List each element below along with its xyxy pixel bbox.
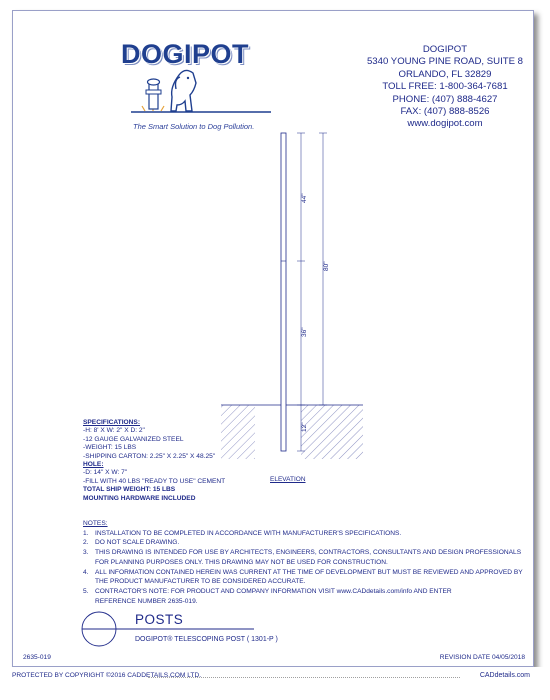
copyright-text: PROTECTED BY COPYRIGHT ©2016 CADDETAILS.COM LTD. [12, 672, 202, 679]
hole-heading: HOLE: [83, 461, 104, 469]
spec-heading: SPECIFICATIONS: [83, 419, 141, 426]
hole-line: -FILL WITH 40 LBS "READY TO USE" CEMENT [83, 477, 226, 485]
note-item: 2. DO NOT SCALE DRAWING. [83, 539, 180, 547]
company-tollfree: TOLL FREE: 1-800-364-7681 [382, 81, 508, 93]
note-item: REFERENCE NUMBER 2635-019. [95, 597, 198, 605]
company-fax: FAX: (407) 888-8526 [400, 106, 490, 118]
revision-date: REVISION DATE 04/05/2018 [439, 654, 525, 661]
specifications-block [83, 419, 225, 503]
elevation-label: ELEVATION [270, 476, 306, 483]
company-phone: PHONE: (407) 888-4627 [392, 93, 498, 105]
company-website: www.dogipot.com [407, 118, 483, 130]
company-info [357, 44, 533, 131]
spec-line: -12 GAUGE GALVANIZED STEEL [83, 435, 184, 443]
elevation-drawing [193, 121, 373, 461]
logo-wordmark: DOGIPOT [121, 39, 250, 69]
company-address-2: ORLANDO, FL 32829 [398, 68, 492, 80]
note-item: 5. CONTRACTOR'S NOTE: FOR PRODUCT AND COMPANY INFORMATION VISIT www.CADdetails.com/info AND ENTER [83, 587, 452, 595]
drawing-sheet [12, 10, 534, 667]
dim-lower-label: 36" [301, 327, 308, 337]
caddetails-link[interactable]: CADdetails.com [479, 672, 530, 679]
note-item: THE PRODUCT MANUFACTURER TO BE CONSIDERED ACCURATE. [95, 578, 306, 586]
spec-line: -WEIGHT: 15 LBS [83, 444, 137, 452]
ship-weight: TOTAL SHIP WEIGHT: 15 LBS [83, 486, 176, 494]
dim-embed-label: 12" [301, 422, 308, 432]
mounting-hardware: MOUNTING HARDWARE INCLUDED [83, 494, 196, 502]
logo-tagline: The Smart Solution to Dog Pollution. [133, 122, 255, 131]
post-outline [281, 133, 286, 451]
notes-heading: NOTES: [83, 520, 108, 527]
dim-upper-label: 44" [301, 193, 308, 203]
footer-divider [148, 677, 460, 678]
hole-cutout [255, 405, 301, 459]
reference-number: 2635-019 [23, 654, 51, 661]
note-item: 1. INSTALLATION TO BE COMPLETED IN ACCORDANCE WITH MANUFACTURER'S SPECIFICATIONS. [83, 529, 402, 537]
spec-line: -SHIPPING CARTON: 2.25" X 2.25" X 48.25" [83, 452, 216, 460]
copyright-bar [0, 667, 550, 687]
note-item: 3. THIS DRAWING IS INTENDED FOR USE BY ARCHITECTS, ENGINEERS, CONTRACTORS, CONSULTANTS AND DESIGN PROFESSIONALS [83, 549, 522, 557]
spec-line: -H: 8' X W: 2" X D: 2" [83, 427, 145, 435]
company-name: DOGIPOT [422, 44, 468, 55]
company-address-1: 5340 YOUNG PINE ROAD, SUITE 8 [366, 56, 524, 68]
note-item: 4. ALL INFORMATION CONTAINED HEREIN WAS CURRENT AT THE TIME OF DEVELOPMENT BUT MUST BE REVIEWED AND APPROVED BY [83, 568, 523, 576]
note-item: FOR PLANNING PURPOSES ONLY. THIS DRAWING MAY NOT BE USED FOR CONSTRUCTION. [95, 558, 388, 566]
hole-line: -D: 14" X W: 7" [83, 469, 128, 477]
dim-total-label: 80" [323, 261, 330, 271]
notes-block [83, 519, 523, 606]
logo-mascot-icon [131, 63, 281, 125]
drawing-title: POSTS [135, 612, 184, 627]
drawing-subtitle: DOGIPOT® TELESCOPING POST ( 1301-P ) [135, 636, 278, 643]
